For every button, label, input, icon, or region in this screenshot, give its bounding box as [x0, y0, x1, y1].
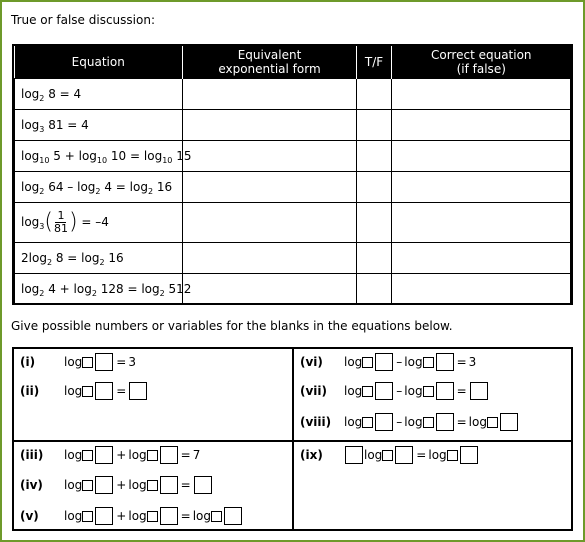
exponential-answer-cell[interactable] — [183, 141, 357, 172]
equation-cell: $\log_2 8 = 4$ — [15, 79, 183, 110]
blank-argument-box[interactable] — [95, 382, 113, 400]
blank-item-iii: (iii) log + log = 7 — [20, 448, 201, 462]
blank-base-box[interactable] — [147, 450, 158, 461]
equation-cell: $2\log_2$ $8 = \log_2 16$ — [15, 243, 183, 274]
table-row — [15, 243, 571, 274]
blank-base-box[interactable] — [82, 480, 93, 491]
table-row — [15, 203, 571, 243]
blank-item-v: (v) log + log = log — [20, 505, 243, 527]
true-false-table — [12, 44, 573, 305]
blank-argument-box[interactable] — [95, 446, 113, 464]
exponential-answer-cell[interactable] — [183, 79, 357, 110]
blank-item-vi: (vi) log – log = 3 — [300, 355, 477, 369]
blank-argument-box[interactable] — [375, 353, 393, 371]
equation-cell: $\log_3$( $\frac{1}{81}$ ) = –4 — [15, 203, 183, 243]
blank-result-box[interactable] — [470, 382, 488, 400]
equation-cell: $\log_3 81 = 4$ — [15, 110, 183, 141]
blank-item-vii: (vii) log – log = — [300, 380, 489, 402]
correct-answer-cell[interactable] — [392, 172, 571, 203]
tf-answer-cell[interactable] — [357, 274, 392, 305]
blank-base-box[interactable] — [423, 386, 434, 397]
blank-base-box[interactable] — [487, 417, 498, 428]
tf-answer-cell[interactable] — [357, 141, 392, 172]
blank-argument-box[interactable] — [95, 507, 113, 525]
blank-base-box[interactable] — [447, 450, 458, 461]
table-row — [15, 172, 571, 203]
table-row — [15, 141, 571, 172]
blank-argument-box[interactable] — [500, 413, 518, 431]
blank-argument-box[interactable] — [460, 446, 478, 464]
header-exponential: Equivalent exponential form — [183, 46, 357, 79]
tf-answer-cell[interactable] — [357, 203, 392, 243]
tf-answer-cell[interactable] — [357, 110, 392, 141]
exponential-answer-cell[interactable] — [183, 110, 357, 141]
table-row — [15, 274, 571, 305]
correct-answer-cell[interactable] — [392, 79, 571, 110]
blank-base-box[interactable] — [82, 450, 93, 461]
tf-answer-cell[interactable] — [357, 172, 392, 203]
blank-base-box[interactable] — [211, 511, 222, 522]
header-equation: Equation — [15, 46, 183, 79]
equation-cell: $\log_{10} 5 + \log_{10} 10 = \log_{10} 15$ — [15, 141, 183, 172]
fraction: $\frac{1}{81}$ — [53, 209, 68, 235]
grid-divider-vertical — [292, 349, 294, 529]
correct-answer-cell[interactable] — [392, 203, 571, 243]
exponential-answer-cell[interactable] — [183, 172, 357, 203]
blank-base-box[interactable] — [423, 357, 434, 368]
blank-base-box[interactable] — [147, 480, 158, 491]
blank-argument-box[interactable] — [95, 476, 113, 494]
blank-base-box[interactable] — [382, 450, 393, 461]
blank-item-ii: (ii) log = — [20, 380, 148, 402]
table-row — [15, 79, 571, 110]
blank-base-box[interactable] — [147, 511, 158, 522]
blank-base-box[interactable] — [82, 511, 93, 522]
true-false-heading: True or false discussion: — [11, 13, 155, 27]
correct-answer-cell[interactable] — [392, 243, 571, 274]
blank-base-box[interactable] — [362, 417, 373, 428]
table-header-row — [15, 46, 571, 79]
blank-argument-box[interactable] — [160, 446, 178, 464]
exponential-answer-cell[interactable] — [183, 274, 357, 305]
blank-argument-box[interactable] — [95, 353, 113, 371]
exponential-answer-cell[interactable] — [183, 243, 357, 274]
header-tf: T/F — [357, 46, 392, 79]
blank-argument-box[interactable] — [160, 476, 178, 494]
exponential-answer-cell[interactable] — [183, 203, 357, 243]
correct-answer-cell[interactable] — [392, 110, 571, 141]
blank-item-viii: (viii) log – log = log — [300, 411, 519, 433]
blank-argument-box[interactable] — [436, 413, 454, 431]
equation-cell: $\log_2 4 + \log_2 128 = \log_2 512$ — [15, 274, 183, 305]
equation-cell: $\log_2 64 - \log_2 4 = \log_2 16$ — [15, 172, 183, 203]
blank-base-box[interactable] — [423, 417, 434, 428]
blank-base-box[interactable] — [362, 357, 373, 368]
grid-divider-horizontal — [14, 440, 571, 442]
tf-answer-cell[interactable] — [357, 243, 392, 274]
blank-coefficient-box[interactable] — [345, 446, 363, 464]
blank-argument-box[interactable] — [436, 382, 454, 400]
correct-answer-cell[interactable] — [392, 274, 571, 305]
blank-item-ix: (ix) log = log — [300, 444, 479, 466]
blank-argument-box[interactable] — [224, 507, 242, 525]
blank-argument-box[interactable] — [395, 446, 413, 464]
blank-base-box[interactable] — [82, 386, 93, 397]
blank-argument-box[interactable] — [375, 413, 393, 431]
blanks-grid — [12, 347, 573, 531]
blank-base-box[interactable] — [362, 386, 373, 397]
header-correct: Correct equation (if false) — [392, 46, 571, 79]
blanks-heading: Give possible numbers or variables for the blanks in the equations below. — [11, 319, 453, 333]
blank-argument-box[interactable] — [160, 507, 178, 525]
blank-argument-box[interactable] — [436, 353, 454, 371]
blank-argument-box[interactable] — [375, 382, 393, 400]
correct-answer-cell[interactable] — [392, 141, 571, 172]
blank-item-i: (i) log = 3 — [20, 355, 136, 369]
table-row — [15, 110, 571, 141]
blank-result-box[interactable] — [194, 476, 212, 494]
blank-item-iv: (iv) log + log = — [20, 474, 213, 496]
tf-answer-cell[interactable] — [357, 79, 392, 110]
blank-result-box[interactable] — [129, 382, 147, 400]
blank-base-box[interactable] — [82, 357, 93, 368]
